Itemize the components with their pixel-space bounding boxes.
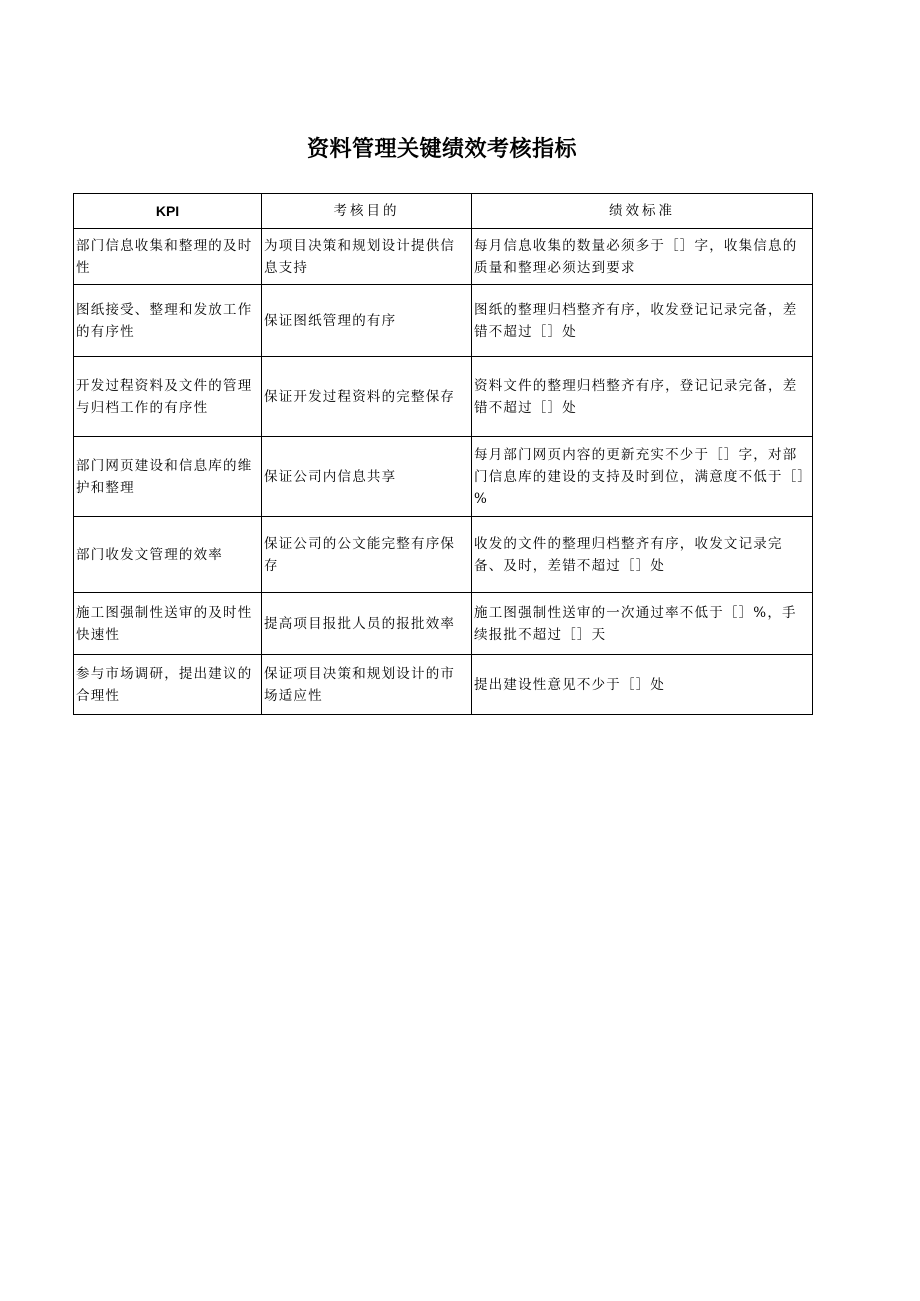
table-row — [74, 517, 813, 593]
table-row — [74, 229, 813, 285]
kpi-cell: 施工图强制性送审的及时性快速性 — [74, 593, 262, 655]
standard-cell: 提出建设性意见不少于［］处 — [472, 655, 813, 715]
standard-cell: 收发的文件的整理归档整齐有序，收发文记录完备、及时，差错不超过［］处 — [472, 517, 813, 593]
table-header-row — [74, 194, 813, 229]
header-standard: 绩效标准 — [472, 194, 813, 229]
kpi-cell: 参与市场调研，提出建议的合理性 — [74, 655, 262, 715]
kpi-cell: 图纸接受、整理和发放工作的有序性 — [74, 285, 262, 357]
purpose-cell: 保证公司的公文能完整有序保存 — [262, 517, 472, 593]
table-row — [74, 593, 813, 655]
purpose-cell: 保证图纸管理的有序 — [262, 285, 472, 357]
purpose-cell: 提高项目报批人员的报批效率 — [262, 593, 472, 655]
kpi-cell: 部门收发文管理的效率 — [74, 517, 262, 593]
purpose-cell: 为项目决策和规划设计提供信息支持 — [262, 229, 472, 285]
standard-cell: 资料文件的整理归档整齐有序，登记记录完备，差错不超过［］处 — [472, 357, 813, 437]
kpi-cell: 部门信息收集和整理的及时性 — [74, 229, 262, 285]
purpose-cell: 保证开发过程资料的完整保存 — [262, 357, 472, 437]
purpose-cell: 保证公司内信息共享 — [262, 437, 472, 517]
header-purpose: 考核目的 — [262, 194, 472, 229]
table-row — [74, 357, 813, 437]
table-row — [74, 285, 813, 357]
standard-cell: 施工图强制性送审的一次通过率不低于［］%，手续报批不超过［］天 — [472, 593, 813, 655]
purpose-cell: 保证项目决策和规划设计的市场适应性 — [262, 655, 472, 715]
kpi-cell: 部门网页建设和信息库的维护和整理 — [74, 437, 262, 517]
standard-cell: 每月信息收集的数量必须多于［］字，收集信息的质量和整理必须达到要求 — [472, 229, 813, 285]
kpi-table — [73, 193, 813, 715]
standard-cell: 每月部门网页内容的更新充实不少于［］字，对部门信息库的建设的支持及时到位，满意度不低于［］% — [472, 437, 813, 517]
kpi-cell: 开发过程资料及文件的管理与归档工作的有序性 — [74, 357, 262, 437]
table-row — [74, 655, 813, 715]
header-kpi: KPI — [74, 194, 262, 229]
standard-cell: 图纸的整理归档整齐有序，收发登记记录完备，差错不超过［］处 — [472, 285, 813, 357]
table-row — [74, 437, 813, 517]
document-title: 资料管理关键绩效考核指标 — [306, 137, 577, 162]
